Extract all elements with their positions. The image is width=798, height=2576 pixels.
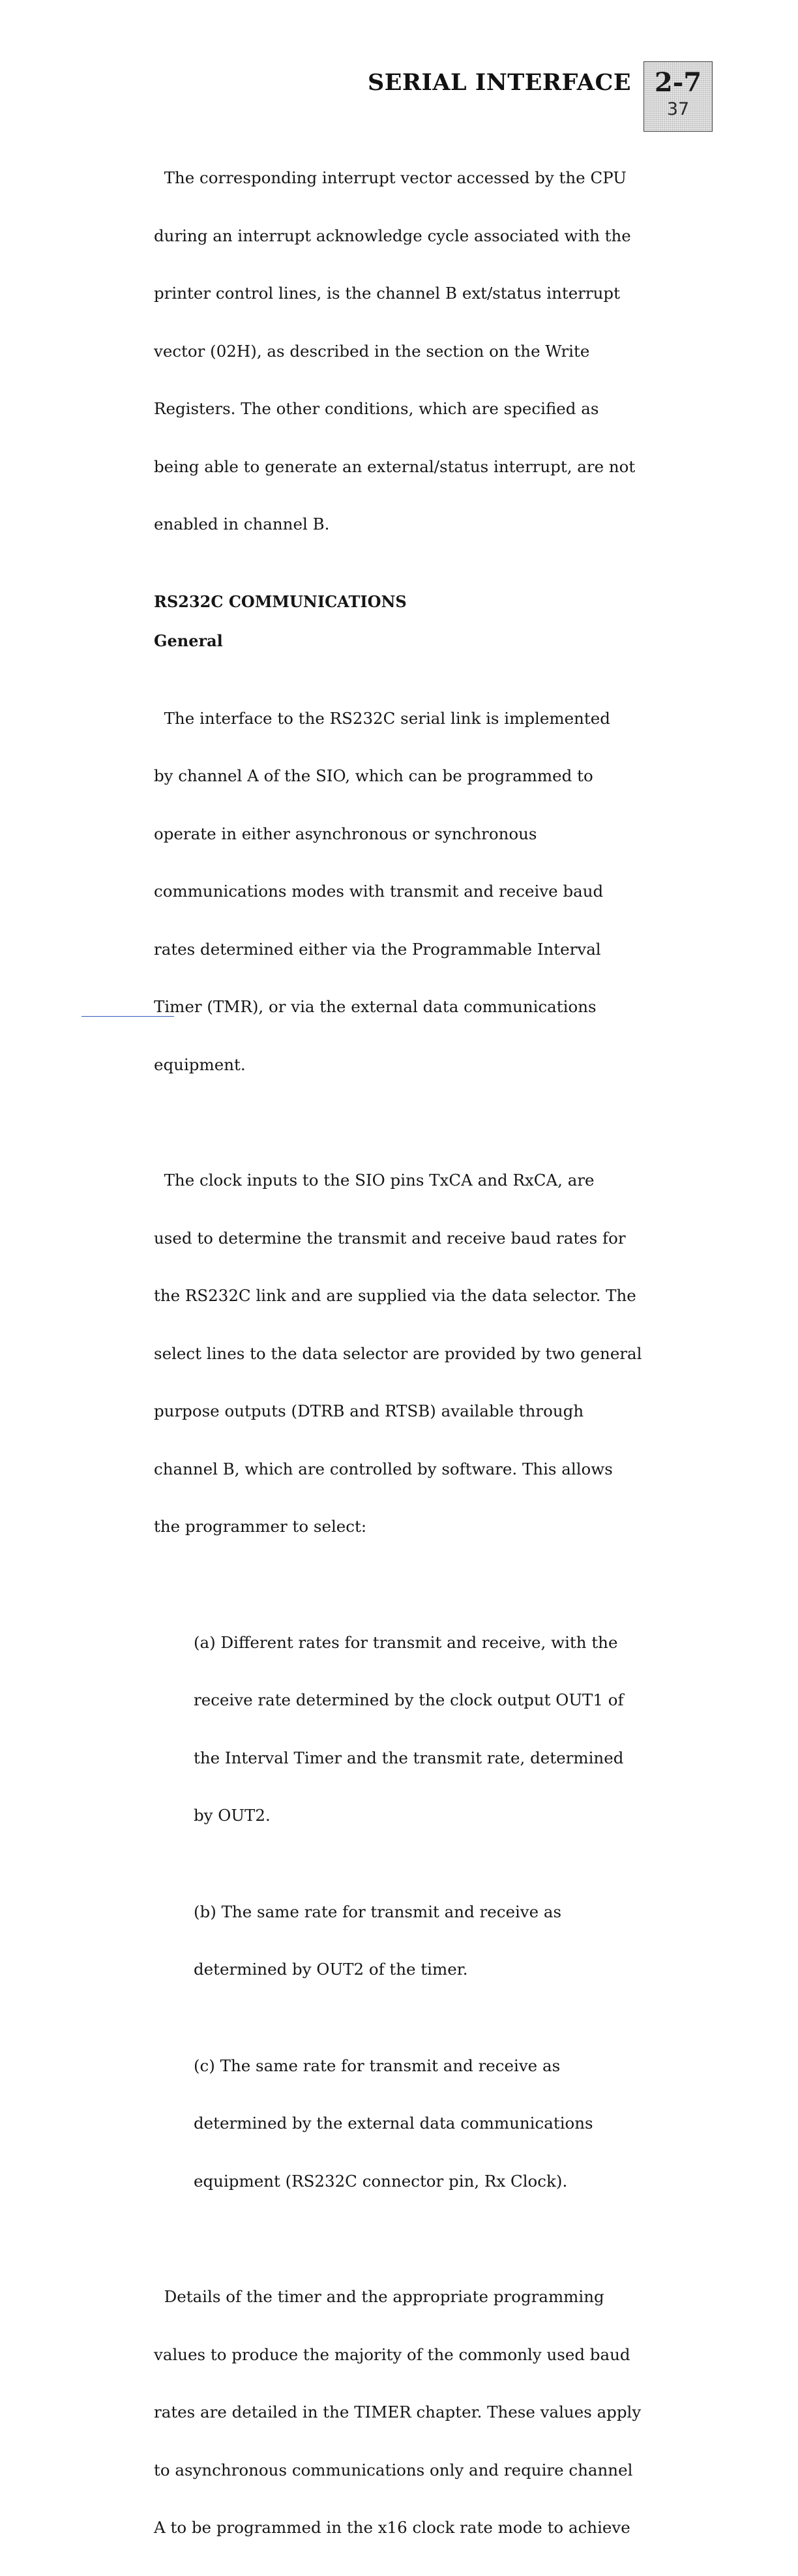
text-line: determined by the external data communications (194, 2114, 593, 2133)
section-number: 2-7 (654, 67, 702, 98)
section-heading-rs232c: RS232C COMMUNICATIONS (154, 592, 407, 611)
text-line: operate in either asynchronous or synchronous (154, 824, 537, 843)
text-line: rates are detailed in the TIMER chapter. These values apply (154, 2403, 642, 2421)
subsection-heading-general: General (154, 631, 223, 650)
chapter-title: SERIAL INTERFACE (367, 69, 631, 96)
text-line: the Interval Timer and the transmit rate, determined (194, 1748, 624, 1767)
text-line: The corresponding interrupt vector accessed by the CPU (154, 168, 627, 187)
text-line: determined by OUT2 of the timer. (194, 1960, 468, 1979)
text-line: (c) The same rate for transmit and receive as (194, 2056, 561, 2075)
text-line: printer control lines, is the channel B ext/status interrupt (154, 284, 620, 303)
footer-rule (81, 1016, 174, 1017)
text-line: being able to generate an external/status interrupt, are not (154, 457, 636, 476)
text-line: receive rate determined by the clock output OUT1 of (194, 1690, 624, 1709)
text-line: select lines to the data selector are provided by two general (154, 1343, 642, 1363)
text-line: equipment (RS232C connector pin, Rx Clock). (194, 2171, 568, 2191)
text-line: by OUT2. (194, 1806, 271, 1825)
text-line: vector (02H), as described in the section on the Write (154, 341, 590, 361)
text-line: The clock inputs to the SIO pins TxCA and RxCA, are (154, 1171, 595, 1190)
text-line: during an interrupt acknowledge cycle associated with the (154, 226, 631, 245)
text-line: the programmer to select: (154, 1517, 367, 1536)
paragraph-interrupt-vector (154, 130, 636, 573)
text-line: channel B, which are controlled by software. This allows (154, 1459, 613, 1478)
list-item-a (194, 1595, 636, 1864)
list-item-b (194, 1864, 636, 2018)
text-line: communications modes with transmit and receive baud (154, 882, 604, 901)
text-line: by channel A of the SIO, which can be programmed to (154, 766, 593, 785)
text-line: Details of the timer and the appropriate programming (154, 2287, 604, 2306)
text-line: equipment. (154, 1055, 246, 1074)
list-item-c (194, 2018, 636, 2230)
text-line: enabled in channel B. (154, 515, 330, 533)
text-line: (a) Different rates for transmit and receive, with the (194, 1632, 618, 1652)
paragraph-clock-inputs (154, 1132, 642, 1575)
text-line: A to be programmed in the x16 clock rate mode to achieve (154, 2518, 630, 2537)
paragraph-interface-overview (154, 670, 636, 1113)
page-body (154, 130, 642, 2576)
text-line: The interface to the RS232C serial link is implemented (154, 708, 610, 728)
text-line: rates determined either via the Programmable Interval (154, 939, 601, 959)
text-line: to asynchronous communications only and require channel (154, 2460, 633, 2479)
text-line: Timer (TMR), or via the external data communications (154, 997, 597, 1016)
selection-options-list (194, 1595, 636, 2230)
section-tab (643, 61, 713, 132)
text-line: (b) The same rate for transmit and receive as (194, 1902, 562, 1921)
text-line: values to produce the majority of the commonly used baud (154, 2344, 630, 2364)
page-number: 37 (666, 99, 690, 119)
paragraph-timer-details (154, 2249, 642, 2576)
text-line: used to determine the transmit and receive baud rates for (154, 1228, 626, 1248)
text-line: the RS232C link and are supplied via the data selector. The (154, 1286, 636, 1305)
text-line: purpose outputs (DTRB and RTSB) available through (154, 1401, 584, 1420)
text-line: Registers. The other conditions, which are specified as (154, 399, 599, 418)
